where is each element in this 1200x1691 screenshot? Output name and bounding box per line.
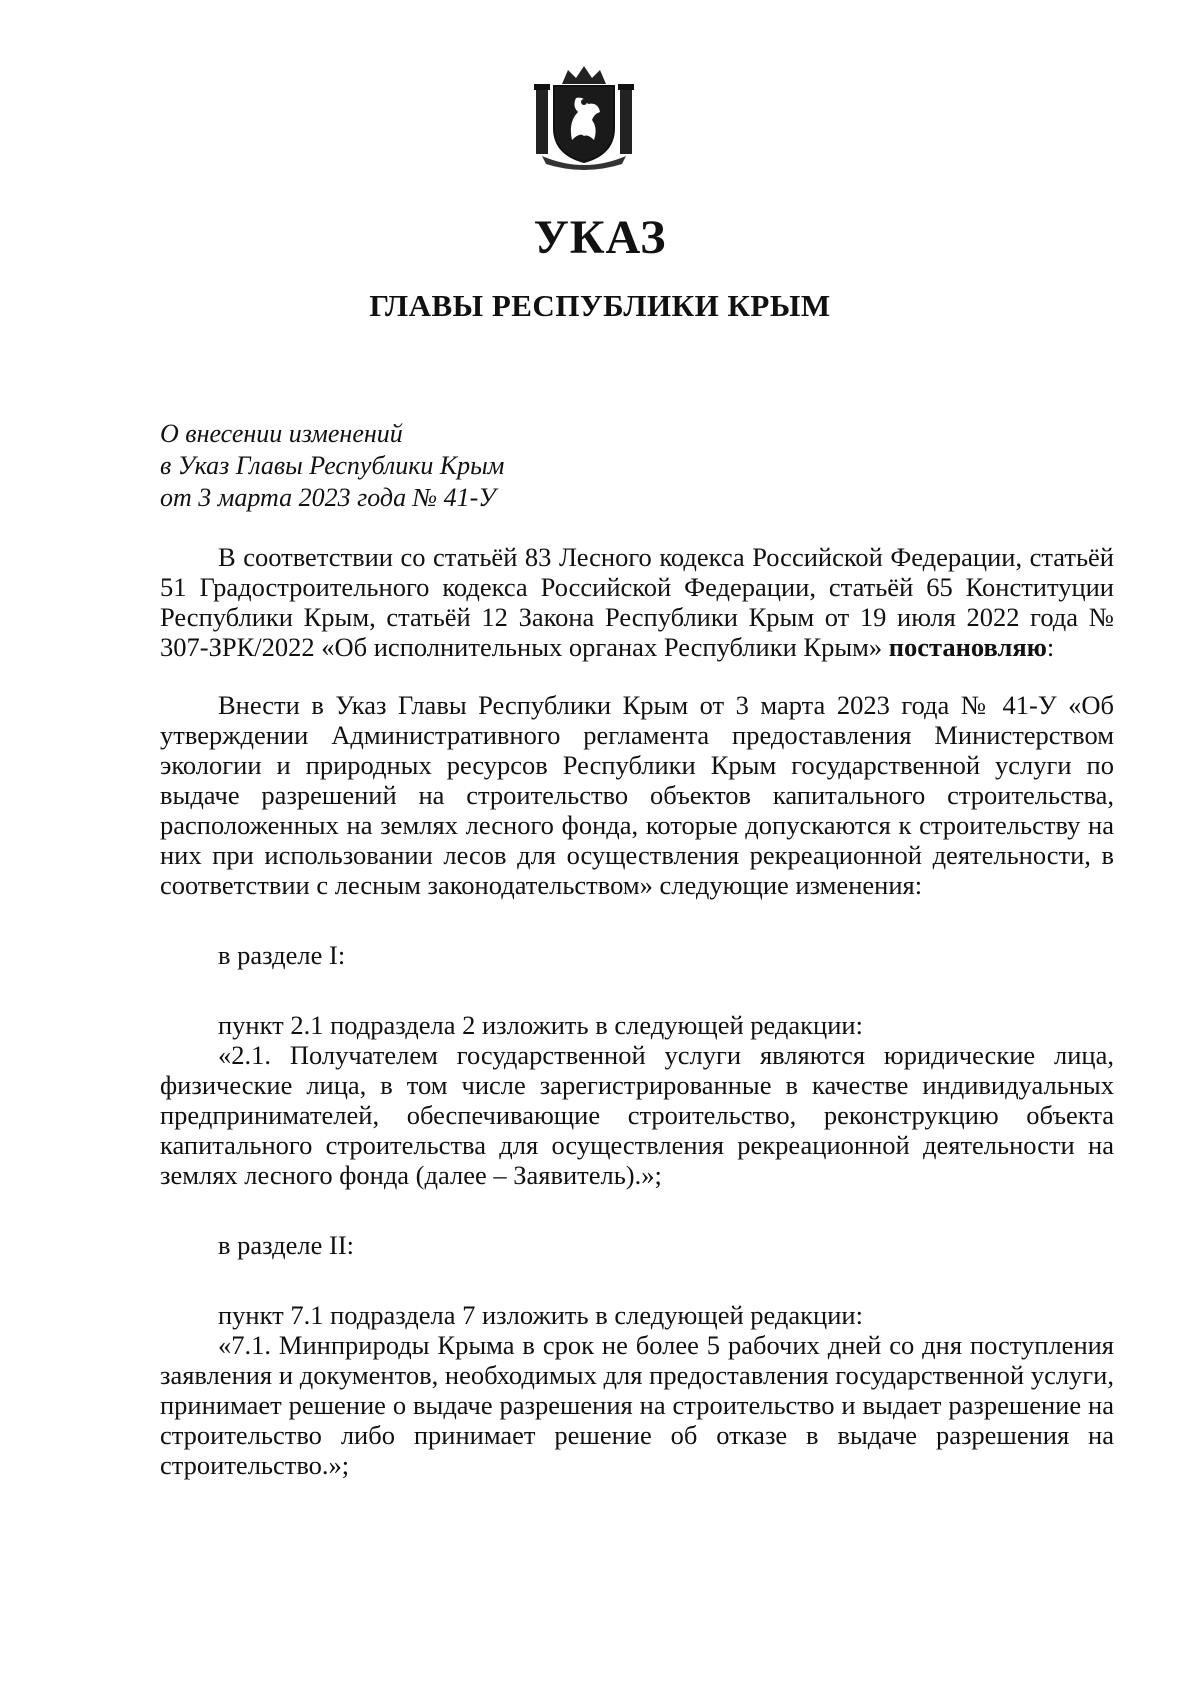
decree-colon: : xyxy=(1046,632,1055,662)
decree-word: постановляю xyxy=(888,632,1047,662)
subject-line: в Указ Главы Республики Крым xyxy=(160,451,505,480)
document-body xyxy=(160,542,1114,1480)
section-2-heading: в разделе II: xyxy=(218,1230,355,1260)
preamble-paragraph xyxy=(160,542,1114,662)
subject-line: О внесении изменений xyxy=(160,419,403,448)
crimea-coat-of-arms-icon xyxy=(532,62,636,170)
item-2-1-text: «2.1. Получателем государственной услуги являются юридические лица, физические лица, в том числе зарегистрированные в качестве индивидуальных предпринимателей, обеспечивающие строительство, реконструкцию объекта капитального строительства для осуществления рекреационной деятельности на землях лесного фонда (далее – Заявитель).»; xyxy=(160,1040,1114,1190)
preamble-text: В соответствии со статьёй 83 Лесного кодекса Российской Федерации, статьёй 51 Градостроительного кодекса Российской Федерации, статьёй 65 Конституции Республики Крым, статьёй 12 Закона Республики Крым от 19 июля 2022 года № 307-ЗРК/2022 «Об исполнительных органах Республики Крым» xyxy=(160,542,1114,662)
document-subject xyxy=(160,418,504,514)
main-paragraph: Внести в Указ Главы Республики Крым от 3 марта 2023 года № 41-У «Об утверждении Административного регламента предоставления Министерством экологии и природных ресурсов Республики Крым государственной услуги по выдаче разрешений на строительство объектов капитального строительства, расположенных на землях лесного фонда, которые допускаются к строительству на них при использовании лесов для осуществления рекреационной деятельности, в соответствии с лесным законодательством» следующие изменения: xyxy=(160,690,1114,900)
document-subtitle: ГЛАВЫ РЕСПУБЛИКИ КРЫМ xyxy=(369,288,831,323)
item-2-1-intro: пункт 2.1 подраздела 2 изложить в следующей редакции: xyxy=(218,1010,863,1040)
document-title: УКАЗ xyxy=(533,211,667,264)
section-1-heading: в разделе I: xyxy=(218,940,346,970)
subject-line: от 3 марта 2023 года № 41-У xyxy=(160,483,496,512)
item-7-1-text: «7.1. Минприроды Крыма в срок не более 5 рабочих дней со дня поступления заявления и документов, необходимых для предоставления государственной услуги, принимает решение о выдаче разрешения на строительство и выдает разрешение на строительство либо принимает решение об отказе в выдаче разрешения на строительство.»; xyxy=(160,1330,1114,1480)
item-7-1-intro: пункт 7.1 подраздела 7 изложить в следующей редакции: xyxy=(218,1300,863,1330)
